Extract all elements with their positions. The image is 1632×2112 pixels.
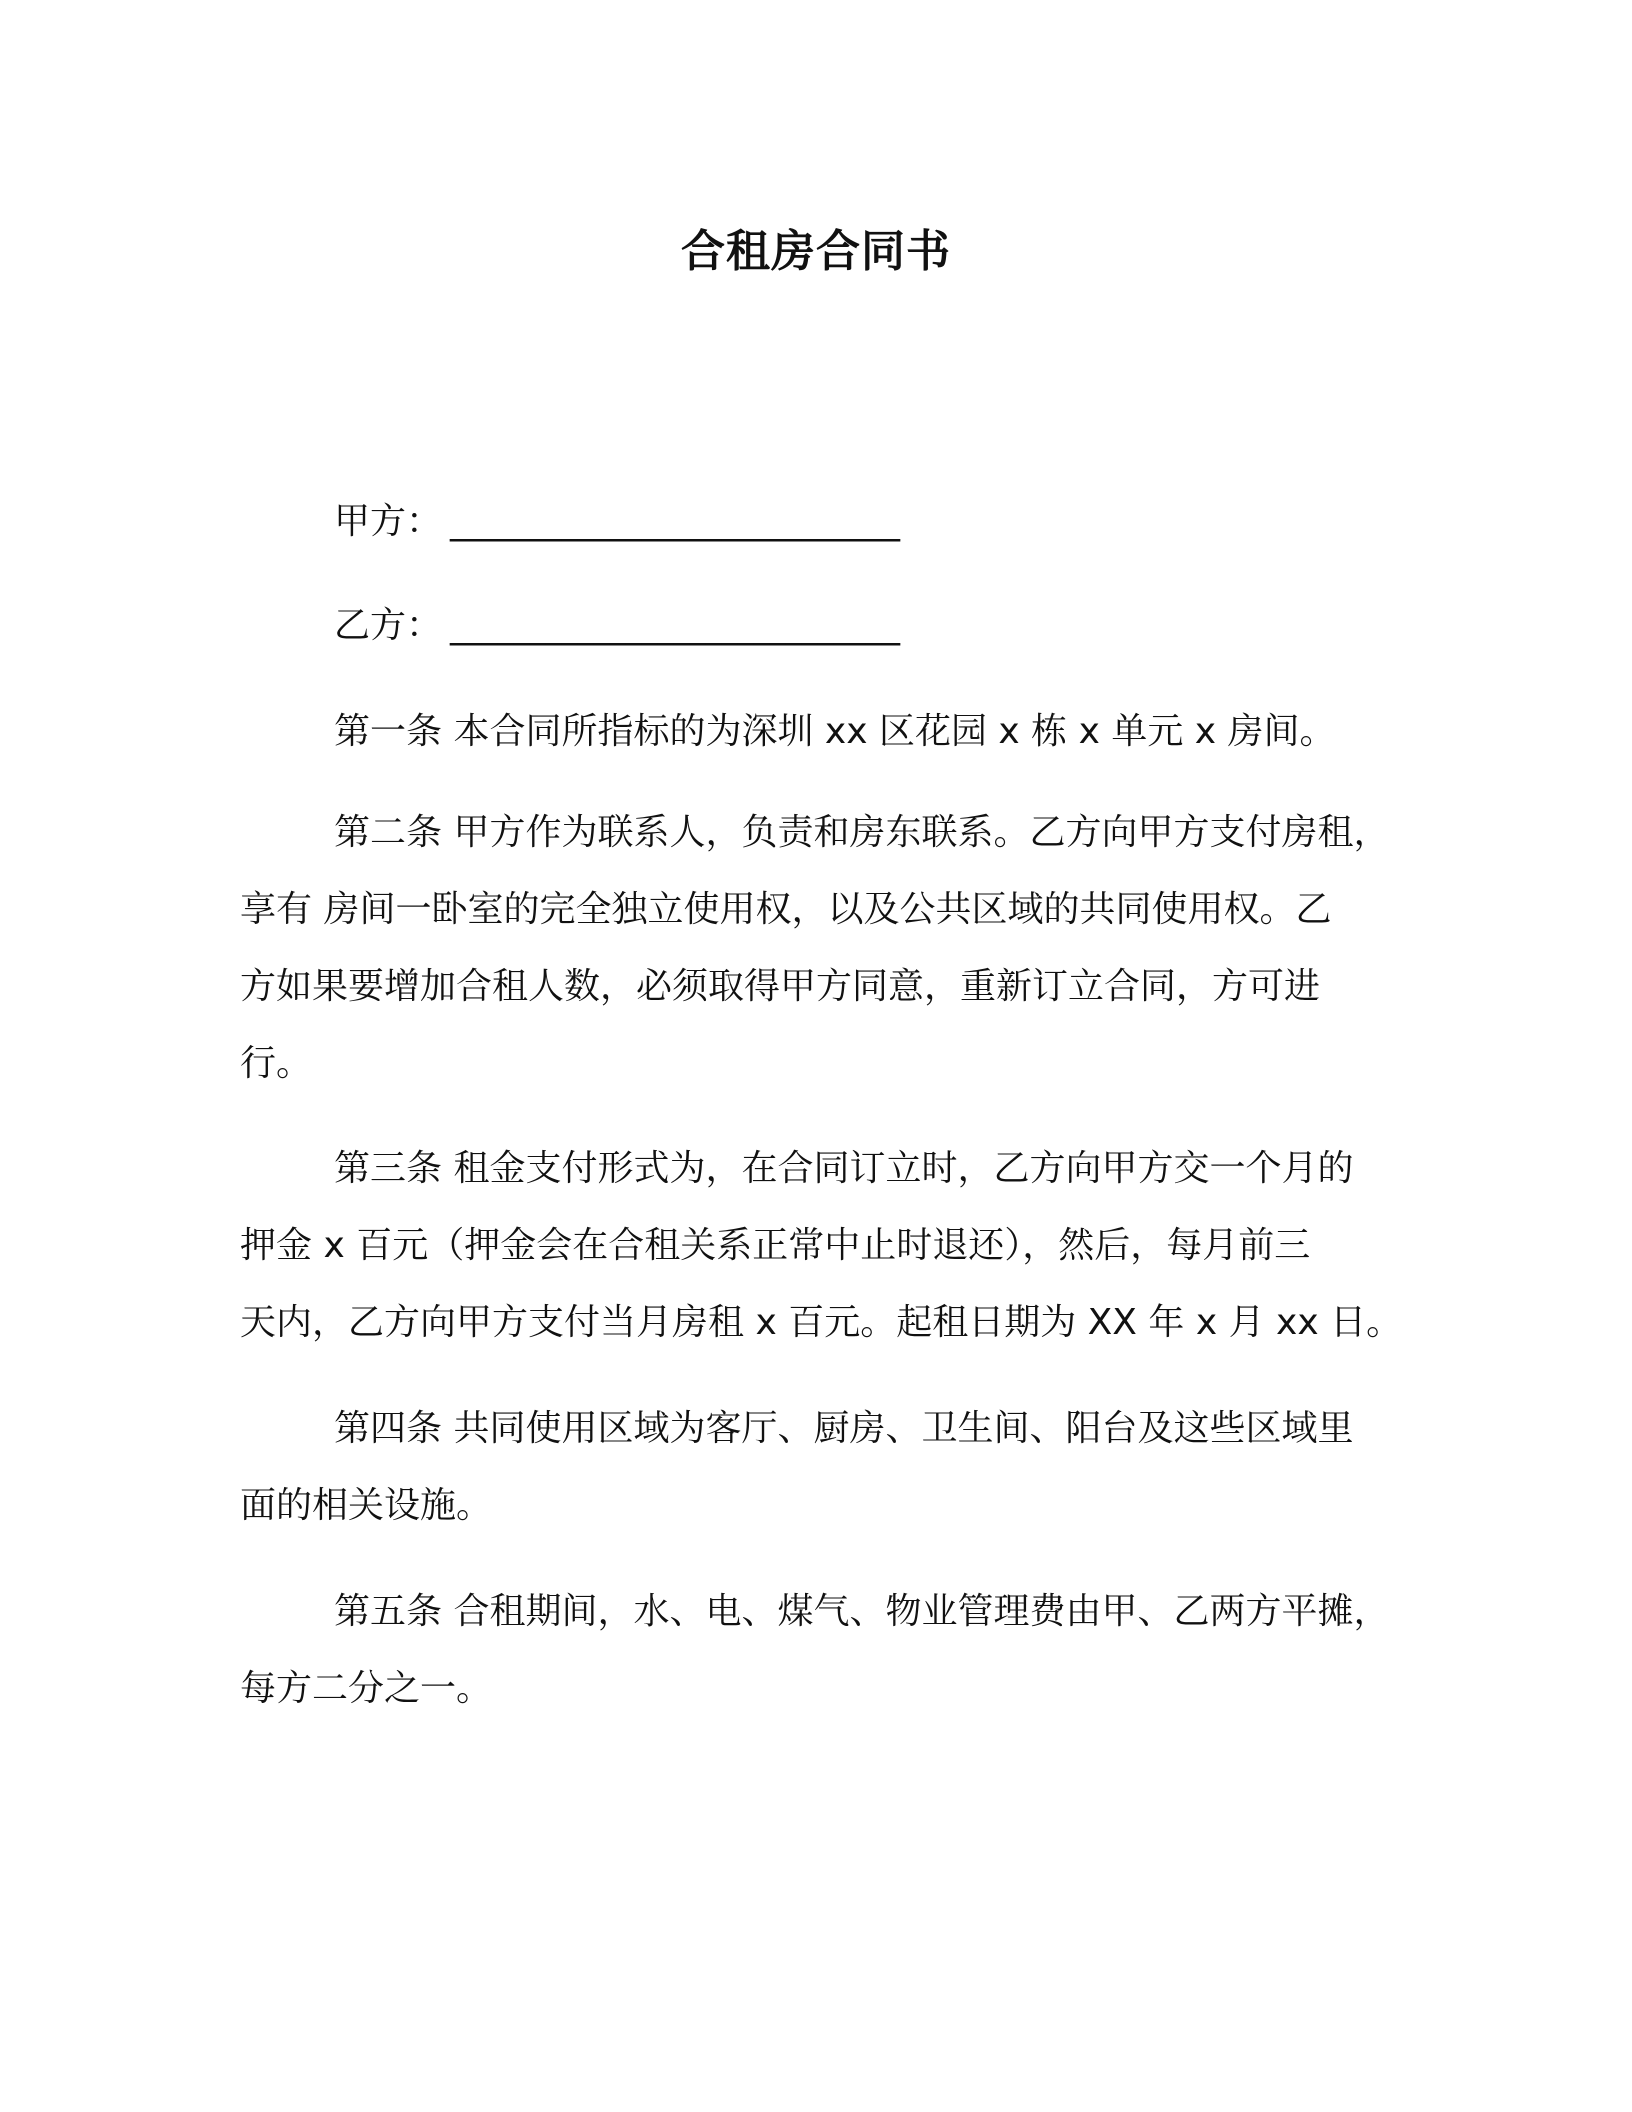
party-b-line [334,602,898,650]
article-line: 行。 [240,1043,313,1084]
article-4 [240,1390,1400,1544]
article-line: 第一条 本合同所指标的为深圳 xx 区花园 x 栋 x 单元 x 房间。 [334,711,1336,752]
party-a-line [334,498,898,546]
article-1 [240,693,1400,770]
party-a-label: 甲方： [334,501,443,542]
article-5 [240,1573,1400,1727]
article-line: 押金 x 百元（押金会在合租关系正常中止时退还），然后，每月前三 [240,1225,1311,1266]
article-line: 第四条 共同使用区域为客厅、厨房、卫生间、阳台及这些区域里 [334,1408,1354,1449]
article-line: 第二条 甲方作为联系人，负责和房东联系。乙方向甲方支付房租， [334,812,1390,853]
party-a-blank: ____________________________ [450,501,899,542]
article-line: 面的相关设施。 [240,1485,493,1526]
document-title: 合租房合同书 [681,226,951,277]
article-2 [240,794,1400,1102]
article-line: 享有 房间一卧室的完全独立使用权，以及公共区域的共同使用权。乙 [240,889,1332,930]
article-line: 方如果要增加合租人数，必须取得甲方同意，重新订立合同，方可进 [240,966,1321,1007]
article-line: 第五条 合租期间，水、电、煤气、物业管理费由甲、乙两方平摊， [334,1591,1390,1632]
article-line: 第三条 租金支付形式为，在合同订立时，乙方向甲方交一个月的 [334,1148,1354,1189]
article-line: 每方二分之一。 [240,1668,493,1709]
party-b-label: 乙方： [334,605,443,646]
party-b-blank: ____________________________ [450,605,899,646]
article-line: 天内，乙方向甲方支付当月房租 x 百元。起租日期为 XX 年 x 月 xx 日。 [240,1302,1403,1343]
article-3 [240,1130,1403,1361]
